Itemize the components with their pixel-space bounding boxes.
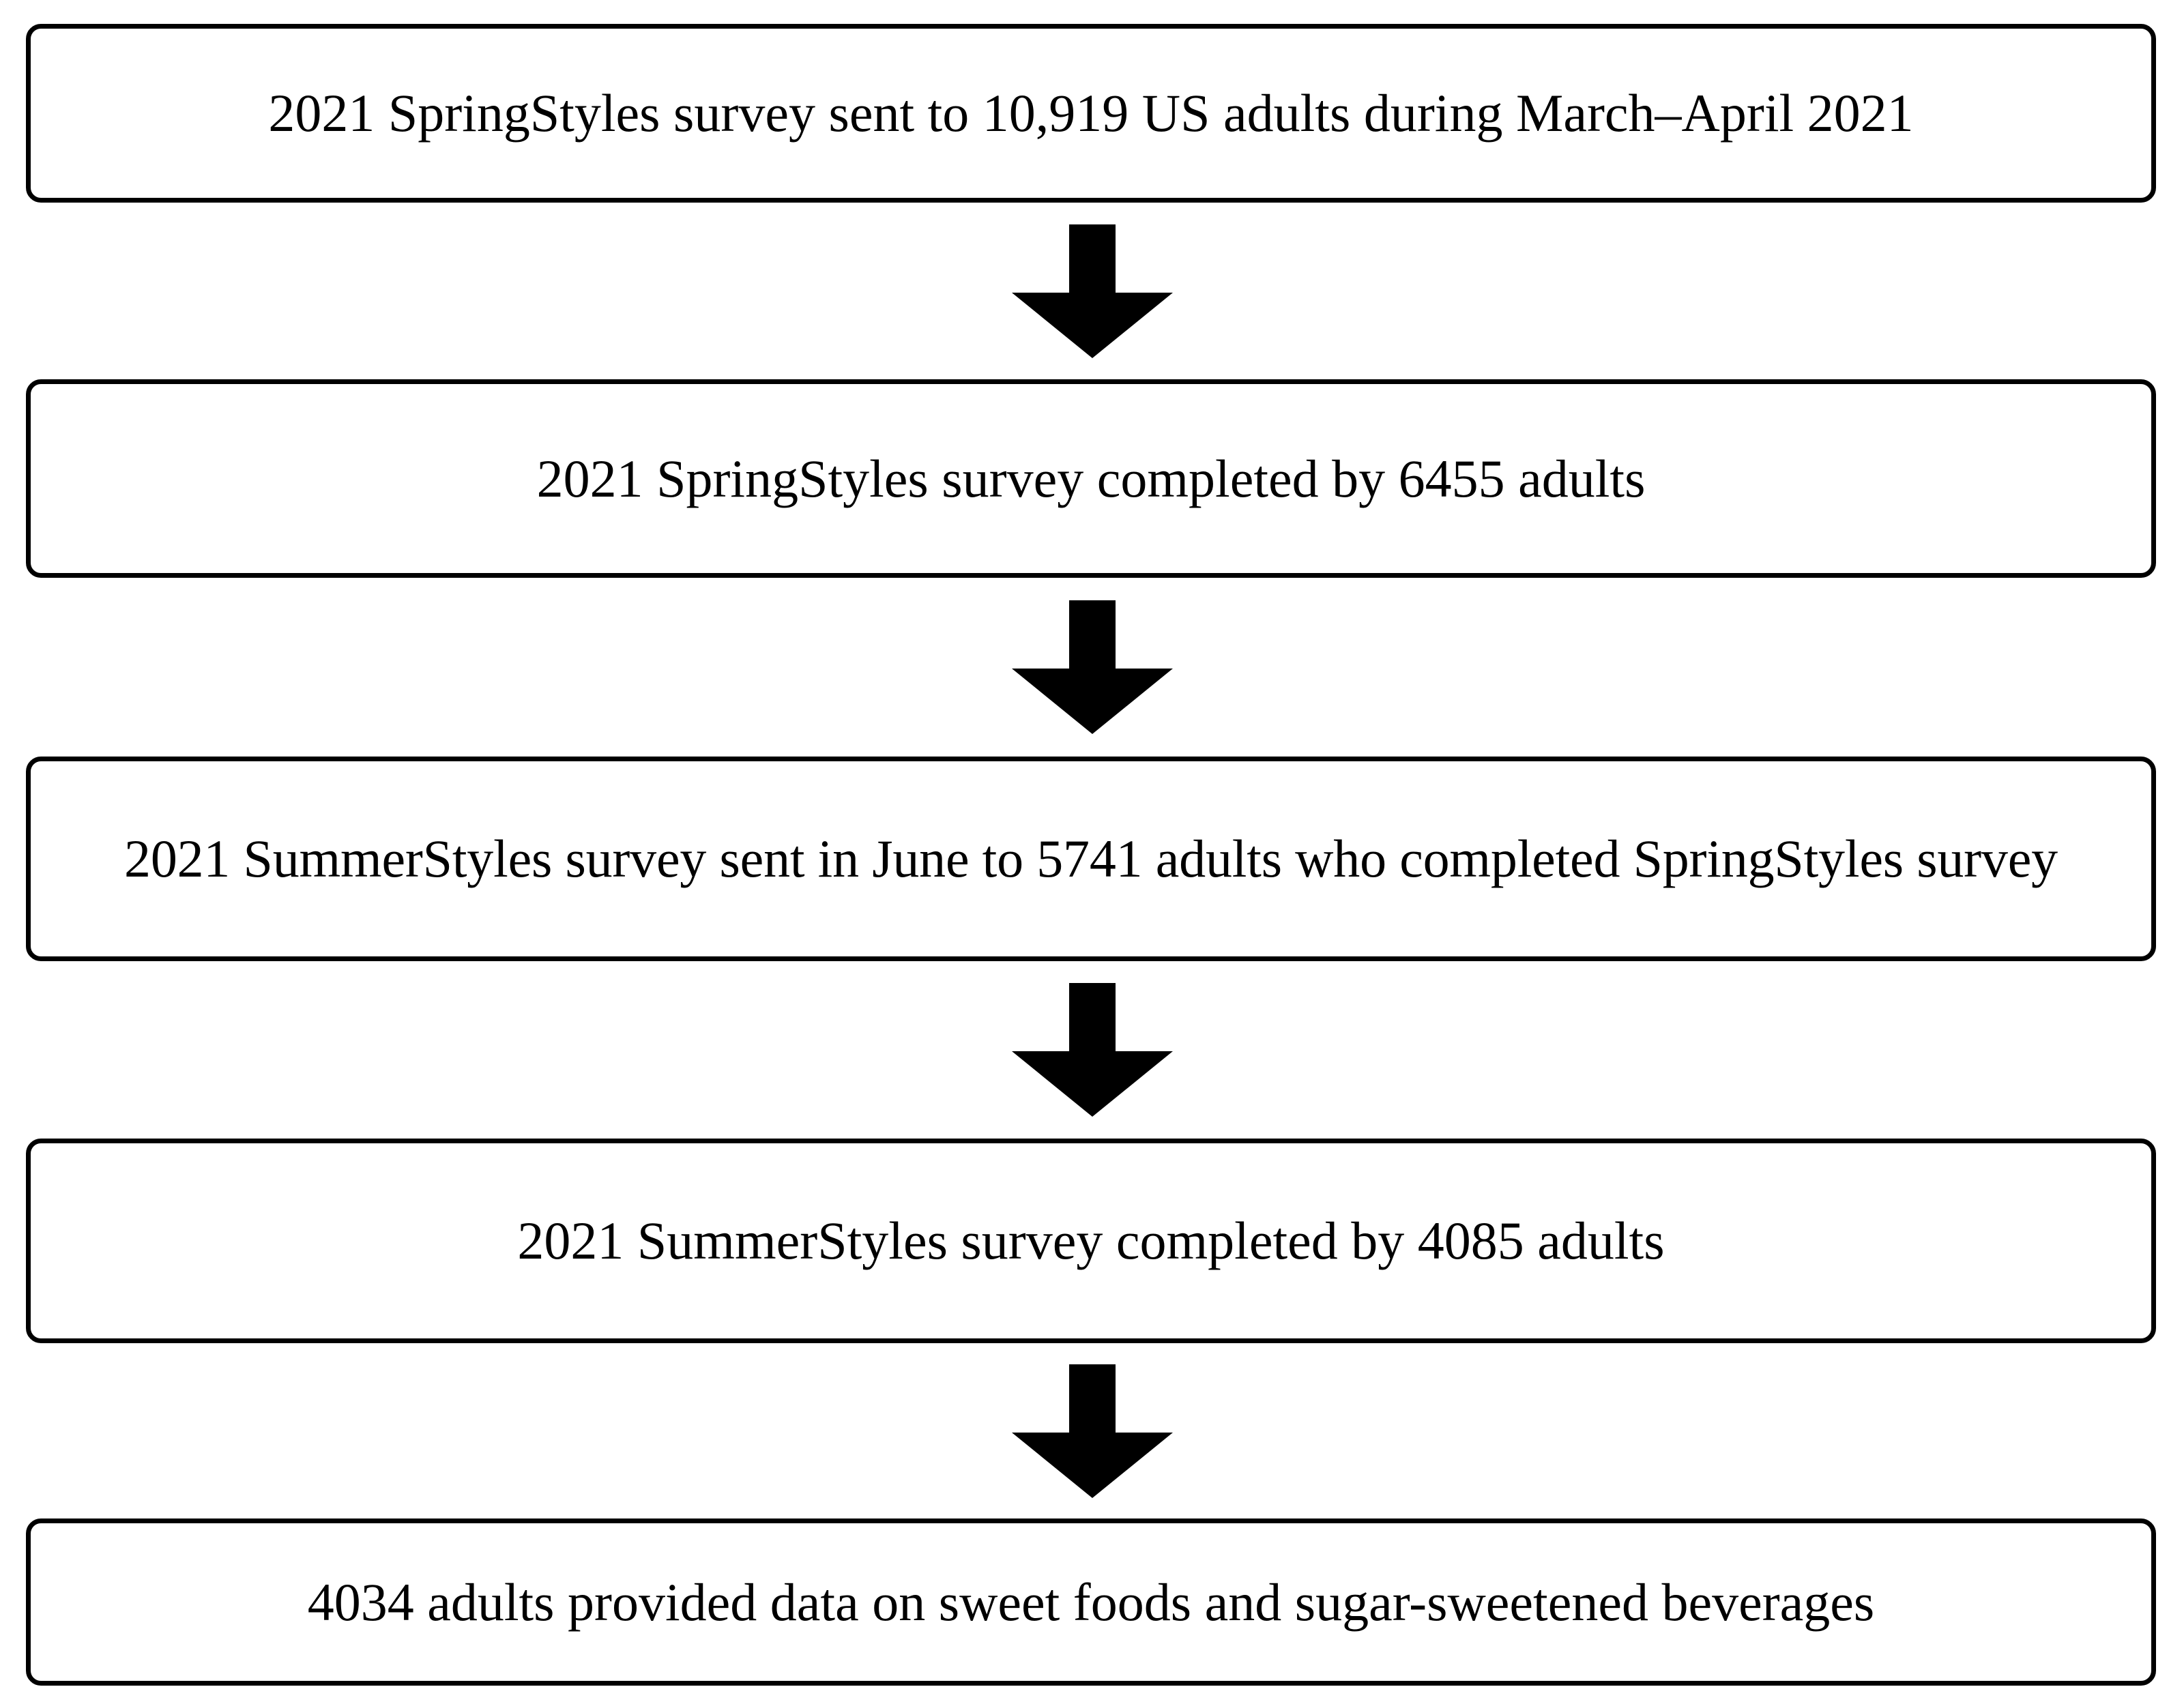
flow-step-1 (26, 24, 2156, 203)
flow-step-4 (26, 1139, 2156, 1343)
down-arrow-icon (1012, 1364, 1173, 1498)
flow-step-5 (26, 1518, 2156, 1686)
flow-step-3 (26, 757, 2156, 961)
flow-step-5-text: 4034 adults provided data on sweet foods and sugar-sweetened beverages (307, 1572, 1875, 1632)
down-arrow-icon (1012, 600, 1173, 734)
flow-step-2-text: 2021 SpringStyles survey completed by 6455 adults (536, 448, 1646, 508)
flow-step-1-text: 2021 SpringStyles survey sent to 10,919 US adults during March–April 2021 (268, 83, 1914, 143)
down-arrow-icon (1012, 983, 1173, 1117)
flow-step-4-text: 2021 SummerStyles survey completed by 4085 adults (517, 1211, 1665, 1270)
flow-step-2 (26, 379, 2156, 578)
down-arrow-icon (1012, 224, 1173, 358)
flow-step-3-text: 2021 SummerStyles survey sent in June to 5741 adults who completed SpringStyles survey (124, 829, 2058, 888)
